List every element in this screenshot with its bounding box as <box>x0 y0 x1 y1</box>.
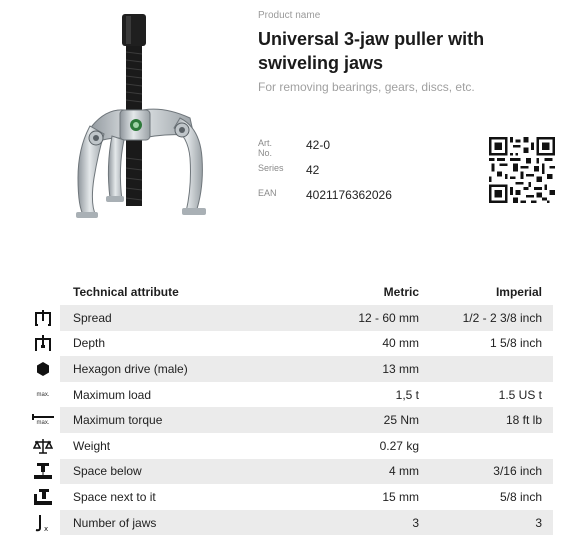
max-load-icon-text: max. <box>36 391 50 398</box>
table-row <box>30 484 553 510</box>
metric-value: 0.27 kg <box>379 438 419 453</box>
product-title: Universal 3-jaw puller with swiveling jaws <box>258 29 485 73</box>
technical-attributes-table <box>30 281 553 535</box>
space-next-icon <box>30 484 56 510</box>
max-torque-icon <box>30 407 56 433</box>
header-metric: Metric <box>383 285 419 299</box>
attribute-name: Weight <box>73 438 111 453</box>
table-row <box>30 510 553 536</box>
imperial-value: 1 5/8 inch <box>489 336 542 351</box>
attribute-name: Space next to it <box>73 489 156 504</box>
depth-icon <box>30 331 56 357</box>
svg-text:x: x <box>44 524 49 532</box>
metric-value: 15 mm <box>382 489 419 504</box>
meta-label: EAN <box>258 188 277 198</box>
metric-value: 3 <box>412 515 419 530</box>
metric-value: 13 mm <box>382 361 419 376</box>
attribute-name: Hexagon drive (male) <box>73 361 188 376</box>
table-row <box>30 459 553 485</box>
spread-icon <box>30 305 56 331</box>
attribute-name: Depth <box>73 336 106 351</box>
imperial-value: 1.5 US t <box>498 387 542 402</box>
meta-label: Art. No. <box>258 138 273 158</box>
max-torque-icon-text: max. <box>36 420 50 427</box>
table-row <box>30 356 553 382</box>
table-row <box>30 407 553 433</box>
metric-value: 40 mm <box>382 336 419 351</box>
metric-value: 12 - 60 mm <box>358 310 419 325</box>
product-subtitle: For removing bearings, gears, discs, etc. <box>258 80 475 94</box>
max-load-icon <box>30 382 56 408</box>
jaws-count-icon <box>30 510 56 536</box>
imperial-value: 1/2 - 2 3/8 inch <box>462 310 542 325</box>
metric-value: 4 mm <box>389 464 419 479</box>
product-name-label: Product name <box>258 10 321 21</box>
imperial-value: 5/8 inch <box>499 489 542 504</box>
imperial-value: 3/16 inch <box>493 464 542 479</box>
weight-icon <box>30 433 56 459</box>
imperial-value: 18 ft lb <box>505 413 542 428</box>
meta-label: Series <box>258 163 284 173</box>
meta-value: 42-0 <box>306 138 331 152</box>
table-header-row <box>30 281 553 305</box>
attribute-name: Spread <box>73 310 112 325</box>
header-imperial: Imperial <box>495 285 542 299</box>
table-row <box>30 382 553 408</box>
hexagon-icon <box>30 356 56 382</box>
meta-value: 4021176362026 <box>306 188 392 202</box>
attribute-name: Space below <box>73 464 142 479</box>
metric-value: 1,5 t <box>395 387 419 402</box>
attribute-name: Maximum load <box>73 387 152 402</box>
metric-value: 25 Nm <box>383 413 419 428</box>
table-row <box>30 331 553 357</box>
space-below-icon <box>30 459 56 485</box>
qr-code <box>489 137 555 203</box>
meta-value: 42 <box>306 163 320 177</box>
header-technical-attribute: Technical attribute <box>73 285 179 299</box>
attribute-name: Maximum torque <box>73 413 163 428</box>
attribute-name: Number of jaws <box>73 515 157 530</box>
table-row <box>30 305 553 331</box>
table-row <box>30 433 553 459</box>
product-image <box>70 8 220 228</box>
imperial-value: 3 <box>535 515 542 530</box>
